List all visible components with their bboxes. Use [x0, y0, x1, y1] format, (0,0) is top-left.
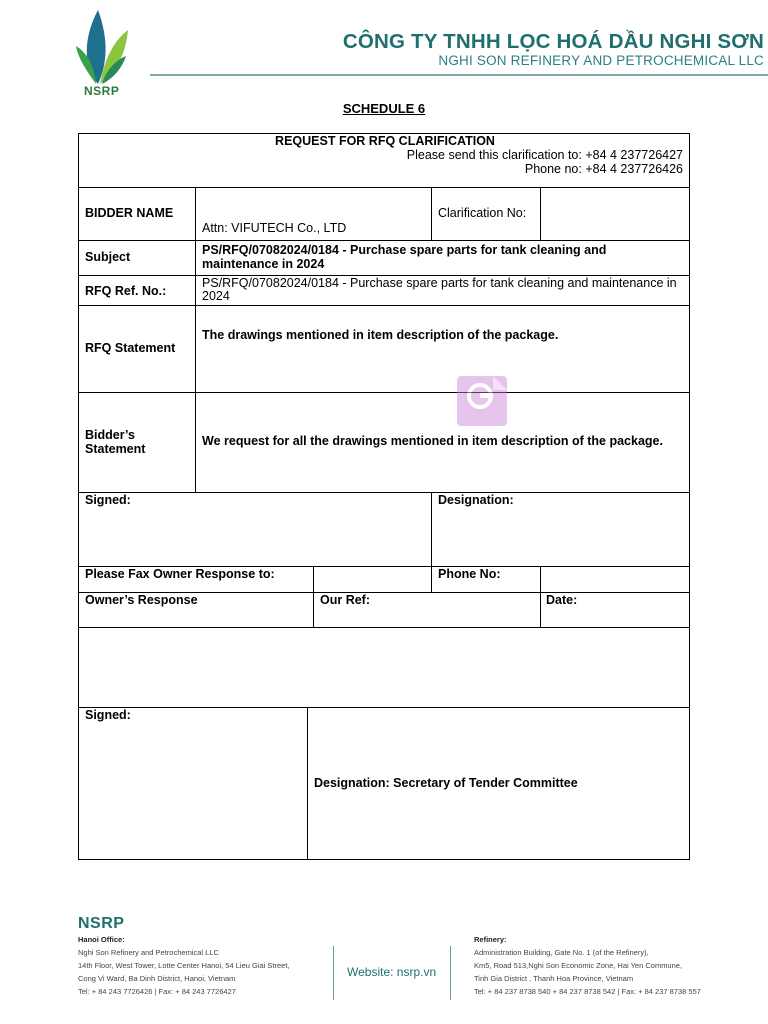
bidder-statement-label: Bidder’s Statement	[85, 428, 146, 456]
rfq-ref-label: RFQ Ref. No.:	[85, 284, 167, 298]
clarification-no-label: Clarification No:	[438, 206, 527, 220]
col-divider	[431, 492, 432, 592]
row-divider	[79, 707, 689, 708]
hanoi-line: 14th Floor, West Tower, Lotte Center Hanoi, 54 Lieu Giai Street,	[78, 961, 290, 970]
subject-value: PS/RFQ/07082024/0184 - Purchase spare parts for tank cleaning and maintenance in 2024	[202, 243, 607, 271]
fax-label: Please Fax Owner Response to:	[85, 567, 275, 581]
signed-label-2: Signed:	[85, 708, 131, 722]
refinery-line: Tel: + 84 237 8738 540 + 84 237 8738 542 | Fax: + 84 237 8738 557	[474, 987, 701, 996]
rfq-statement-value: The drawings mentioned in item description of the package.	[202, 328, 559, 342]
hanoi-line: Tel: + 84 243 7726426 | Fax: + 84 243 7726427	[78, 987, 236, 996]
hanoi-line: Cong Vi Ward, Ba Dinh District, Hanoi, Vietnam	[78, 974, 236, 983]
form-title: REQUEST FOR RFQ CLARIFICATION	[275, 134, 495, 148]
subject-label: Subject	[85, 250, 131, 264]
clarification-form	[78, 133, 690, 860]
footer-logo: NSRP	[78, 915, 125, 932]
signed-label: Signed:	[85, 493, 131, 507]
date-label: Date:	[546, 593, 578, 607]
phone-no-label: Phone No:	[438, 567, 501, 581]
owner-response-area[interactable]	[83, 631, 685, 703]
rfq-ref-value: PS/RFQ/07082024/0184 - Purchase spare parts for tank cleaning and maintenance in 2024	[202, 276, 677, 303]
hanoi-office	[78, 933, 290, 998]
logo-text: NSRP	[84, 84, 120, 98]
rfq-statement-label: RFQ Statement	[85, 341, 176, 355]
hanoi-title: Hanoi Office:	[78, 935, 125, 944]
refinery-line: Tinh Gia District , Thanh Hoa Province, Vietnam	[474, 974, 634, 983]
footer-divider	[450, 946, 451, 1000]
website-link[interactable]: Website: nsrp.vn	[347, 965, 437, 979]
col-divider	[195, 187, 196, 492]
bidder-name-label: BIDDER NAME	[85, 206, 174, 220]
designation-label: Designation:	[438, 493, 514, 507]
phone-top-text: Phone no: +84 4 237726426	[524, 162, 683, 176]
row-divider	[79, 187, 689, 188]
schedule-title: SCHEDULE 6	[342, 101, 426, 116]
send-to-text: Please send this clarification to: +84 4 237726427	[406, 148, 683, 162]
col-divider	[313, 566, 314, 627]
col-divider	[540, 187, 541, 240]
our-ref-label: Our Ref:	[320, 593, 370, 607]
row-divider	[79, 492, 689, 493]
designation-secretary: Designation: Secretary of Tender Committee	[314, 776, 578, 790]
company-name-en: NGHI SON REFINERY AND PETROCHEMICAL LLC	[438, 53, 764, 68]
row-divider	[79, 392, 689, 393]
bidder-statement-value: We request for all the drawings mentioned in item description of the package.	[202, 434, 663, 448]
row-divider	[79, 305, 689, 306]
clarification-no-value[interactable]	[547, 194, 683, 234]
col-divider	[540, 566, 541, 627]
leaf-logo-icon	[76, 6, 132, 86]
owners-response-label: Owner’s Response	[85, 593, 198, 607]
col-divider	[307, 707, 308, 860]
col-divider	[431, 187, 432, 240]
refinery-title: Refinery:	[474, 935, 507, 944]
refinery-line: Km5, Road 513,Nghi Son Economic Zone, Hai Yen Commune,	[474, 961, 683, 970]
refinery-office	[474, 933, 701, 998]
row-divider	[79, 240, 689, 241]
pdf-watermark-icon	[453, 374, 511, 428]
company-name-vn: CÔNG TY TNHH LỌC HOÁ DẦU NGHI SƠN	[342, 30, 764, 53]
bidder-name-value: Attn: VIFUTECH Co., LTD	[202, 221, 347, 235]
footer-divider	[333, 946, 334, 1000]
header-divider	[150, 74, 768, 76]
hanoi-line: Nghi Son Refinery and Petrochemical LLC	[78, 948, 219, 957]
refinery-line: Administration Building, Gate No. 1 (of the Refinery),	[474, 948, 649, 957]
row-divider	[79, 627, 689, 628]
